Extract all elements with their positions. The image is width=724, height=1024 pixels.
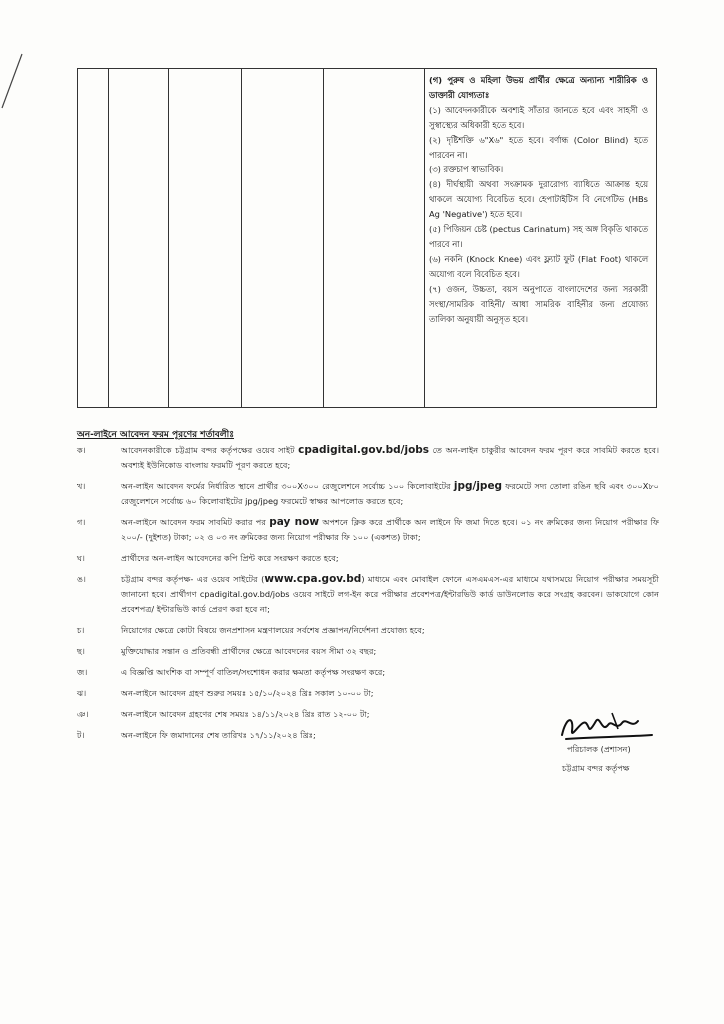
condition-text: অন-লাইনে আবেদন গ্রহণ শুরুর সময়ঃ ১৫/১০/২০২৪ খ্রিঃ সকাল ১০-০০ টা; xyxy=(121,688,374,698)
condition-number: চ। xyxy=(77,625,85,635)
table-column-divider xyxy=(241,69,242,407)
signatory-organization: চট্টগ্রাম বন্দর কর্তৃপক্ষ xyxy=(562,763,630,773)
requirement-item: (৩) রক্তচাপ স্বাভাবিক। xyxy=(429,164,504,175)
condition-text: তে অন-লাইন চাকুরীর আবেদন ফরম পূরণ করে সাবমিট করতে হবে। অবশ্যই ইউনিকোড বাংলায় ফরমটি পূরণ করতে হবে; xyxy=(121,445,659,470)
condition-number: ঞ। xyxy=(77,709,89,719)
requirements-heading: (গ) পুরুষ ও মহিলা উভয় প্রার্থীর ক্ষেত্রে অন্যান্য শারীরিক ও ডাক্তারী যোগ্যতাঃ xyxy=(429,75,648,100)
condition-text: ) মাধ্যমে এবং মোবাইল ফোনে এসএমএস-এর মাধ্যমে যথাসময়ে নিয়োগ পরীক্ষার সময়সূচী জানানো হবে। প্রার্থীগণ cpadigital.gov.bd/jobs ওয়েব সাইটে লগ-ইন করে পরীক্ষার প্রবেশপত্র/ইন্টারভিউ কার্ড ডাউনলোড করে সংগ্রহ করবেন। ডাকযোগে কোন প্রবেশপত্র/ ইন্টারভিউ কার্ড প্রেরণ করা হবে না; xyxy=(121,574,659,614)
condition-emphasis: pay now xyxy=(269,516,320,528)
conditions-title: অন-লাইনে আবেদন ফরম পূরণের শর্তাবলীঃ xyxy=(77,430,235,440)
condition-number: ঝ। xyxy=(77,688,87,698)
condition-text: অপশনে ক্লিক করে প্রার্থীকে অন লাইনে ফি জমা দিতে হবে। ০১ নং ক্রমিকের জন্য নিয়োগ পরীক্ষার ফি ২০০/- (দুইশত) টাকা; ০২ ও ০৩ নং ক্রমিকের জন্য নিয়োগ পরীক্ষার ফি ১০০ (একশত) টাকা; xyxy=(121,517,659,542)
condition-number: জ। xyxy=(77,667,88,677)
condition-text: চট্টগ্রাম বন্দর কর্তৃপক্ষ- এর ওয়েব সাইটের ( xyxy=(121,574,265,584)
table-column-divider xyxy=(323,69,324,407)
condition-text: অন-লাইন আবেদন ফর্মের নির্ধারিত স্থানে প্রার্থীর ৩০০X৩০০ রেজুলেশনে সর্বোচ্চ ১০০ কিলোবাইটের xyxy=(121,481,454,491)
condition-item xyxy=(77,665,659,680)
condition-item xyxy=(77,479,659,509)
condition-item xyxy=(77,515,659,545)
condition-item xyxy=(77,443,659,473)
requirement-item: (২) দৃষ্টিশক্তি ৬"X৬" হতে হবে। বর্ণান্ধ (Color Blind) হতে পারবেন না। xyxy=(429,134,648,160)
condition-item xyxy=(77,686,659,701)
condition-number: গ। xyxy=(77,517,86,527)
condition-text: অন-লাইনে আবেদন ফরম সাবমিট করার পর xyxy=(121,517,270,527)
condition-emphasis: www.cpa.gov.bd xyxy=(264,573,362,585)
condition-text: অন-লাইনে ফি জমাদানের শেষ তারিখঃ ১৭/১১/২০২৪ খ্রিঃ; xyxy=(121,730,316,740)
requirement-item: (১) আবেদনকারীকে অবশ্যই সাঁতার জানতে হবে এবং সাহসী ও সুস্বাস্থ্যের অধিকারী হতে হবে। xyxy=(429,104,648,130)
condition-text: অন-লাইনে আবেদন গ্রহণের শেষ সময়ঃ ১৪/১১/২০২৪ খ্রিঃ রাত ১২-০০ টা; xyxy=(121,709,370,719)
condition-item xyxy=(77,644,659,659)
condition-number: খ। xyxy=(77,481,86,491)
condition-text: এ বিজ্ঞপ্তি আংশিক বা সম্পূর্ণ বাতিল/সংশোধন করার ক্ষমতা কর্তৃপক্ষ সংরক্ষণ করে; xyxy=(121,667,386,677)
condition-text: আবেদনকারীকে চট্টগ্রাম বন্দর কর্তৃপক্ষের ওয়েব সাইট xyxy=(121,445,299,455)
condition-number: ঙ। xyxy=(77,574,86,584)
condition-number: ট। xyxy=(77,730,85,740)
condition-number: ক। xyxy=(77,445,86,455)
condition-text: প্রার্থীদের অন-লাইন আবেদনের কপি প্রিন্ট করে সংরক্ষণ করতে হবে; xyxy=(121,553,339,563)
condition-item xyxy=(77,623,659,638)
requirements-table xyxy=(77,68,657,408)
requirement-item: (৫) পিজিয়ন চেষ্ট (pectus Carinatum) সহ অঙ্গ বিকৃতি থাকতে পারবে না। xyxy=(429,224,648,249)
table-column-divider xyxy=(424,69,425,407)
scan-edge-mark xyxy=(0,50,26,110)
requirement-item: (৪) দীর্ঘস্থায়ী অথবা সংক্রামক দুরারোগ্য ব্যাধিতে আক্রান্ত হয়ে থাকলে অযোগ্য বিবেচিত হবে। হেপাটাইটিস বি নেগেটিভ (HBs Ag 'Negative') হতে হবে। xyxy=(429,179,648,220)
condition-text: মুক্তিযোদ্ধার সন্তান ও প্রতিবন্ধী প্রার্থীদের ক্ষেত্রে আবেদনের বয়স সীমা ৩২ বছর; xyxy=(121,646,377,656)
requirements-cell xyxy=(429,73,648,326)
condition-emphasis: jpg/jpeg xyxy=(453,480,503,492)
conditions-list xyxy=(77,443,659,749)
requirement-item: (৬) নকনি (Knock Knee) এবং ফ্ল্যাট ফুট (Flat Foot) থাকলে অযোগ্য বলে বিবেচিত হবে। xyxy=(429,253,648,279)
table-column-divider xyxy=(108,69,109,407)
condition-item xyxy=(77,551,659,566)
table-column-divider xyxy=(168,69,169,407)
requirement-item: (৭) ওজন, উচ্চতা, বয়স অনুপাতে বাংলাদেশের জন্য সরকারী সংস্থা/সামরিক বাহিনী/ আধা সামরিক বাহিনীর জন্য প্রযোজ্য তালিকা অনুযায়ী অনুসৃত হবে। xyxy=(429,283,648,324)
condition-emphasis: cpadigital.gov.bd/jobs xyxy=(298,444,430,456)
signature-image xyxy=(552,709,662,743)
signatory-title: পরিচালক (প্রশাসন) xyxy=(567,744,631,754)
condition-text: ফরমেটে সদ্য তোলা রঙিন ছবি এবং ৩০০X৮০ রেজুলেশনে সর্বোচ্চ ৬০ কিলোবাইটের jpg/jpeg ফরমেটে স্বাক্ষর আপলোড করতে হবে; xyxy=(121,481,659,506)
condition-number: ঘ। xyxy=(77,553,85,563)
condition-item xyxy=(77,572,659,617)
condition-number: ছ। xyxy=(77,646,85,656)
condition-text: নিয়োগের ক্ষেত্রে কোটা বিষয়ে জনপ্রশাসন মন্ত্রণালয়ের সর্বশেষ প্রজ্ঞাপন/নির্দেশনা প্রযোজ্য হবে; xyxy=(121,625,425,635)
